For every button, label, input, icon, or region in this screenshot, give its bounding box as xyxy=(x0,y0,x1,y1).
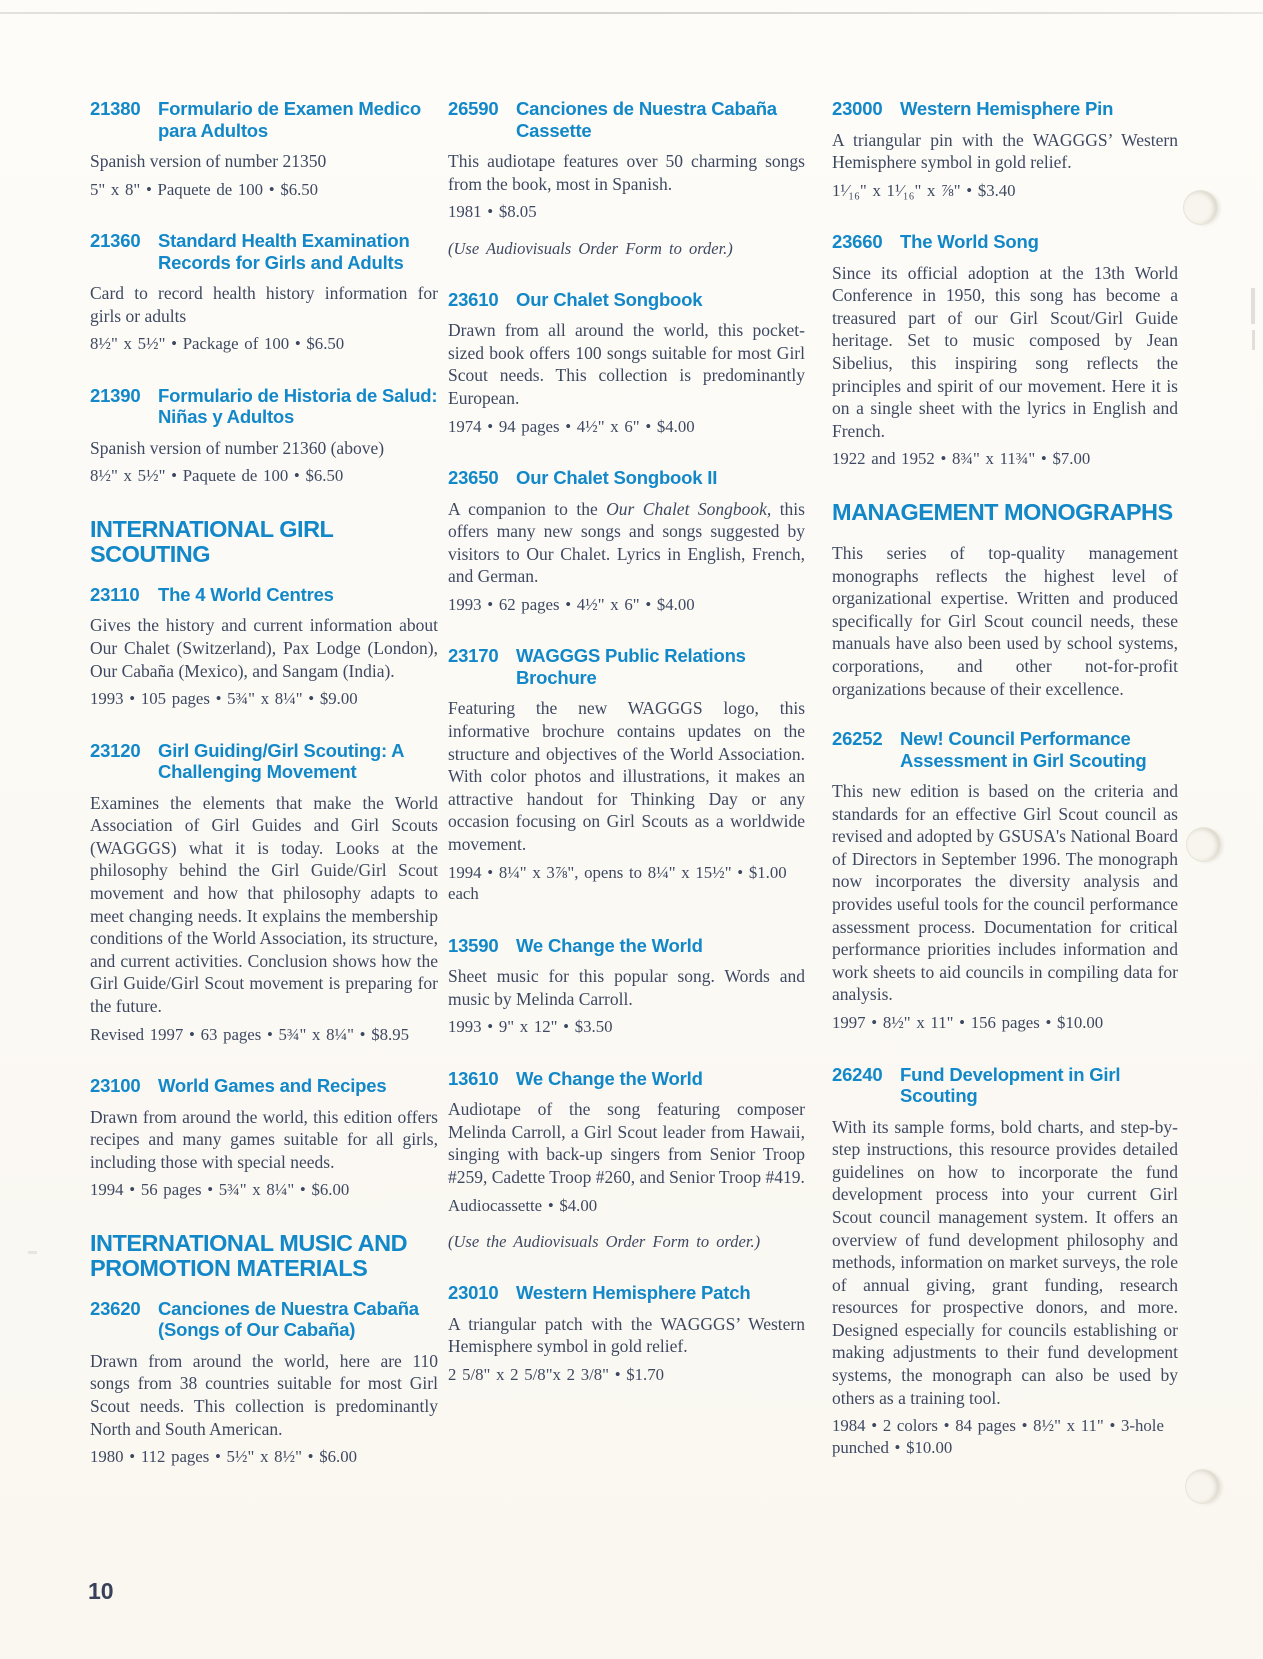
item-description: Spanish version of number 21360 (above) xyxy=(90,437,385,458)
item-heading xyxy=(448,289,805,311)
catalog-item-13590 xyxy=(448,935,805,1038)
item-number: 23010 xyxy=(448,1282,499,1304)
catalog-item-23000 xyxy=(832,98,1178,201)
scan-edge-mark xyxy=(1252,330,1255,350)
item-title: Our Chalet Songbook II xyxy=(516,467,718,489)
item-description: Audiotape of the song featuring composer Melinda Carroll, a Girl Scout leader from Hawaii, singing with back-up singers from Senior Troop #259, Cadette Troop #260, and Senior Troop #419. xyxy=(448,1099,805,1188)
item-specs: 8½" x 5½" • Paquete de 100 • $6.50 xyxy=(90,466,344,486)
item-specs: Audiocassette • $4.00 xyxy=(448,1195,598,1215)
item-title: Fund Development in Girl Scouting xyxy=(900,1063,1121,1107)
catalog-item-23170 xyxy=(448,645,805,904)
item-heading xyxy=(448,98,805,141)
scan-edge-mark xyxy=(1251,288,1255,324)
item-description: This audiotape features over 50 charming songs from the book, most in Spanish. xyxy=(448,151,805,194)
item-specs: 1994 • 8¼" x 3⅞", opens to 8¼" x 15½" • $1.00 each xyxy=(448,862,787,904)
item-description: Featuring the new WAGGGS logo, this informative brochure contains updates on the structure and objectives of the World Association. With color photos and illustrations, it makes an attractive handout for Thinking Day or any occasion focusing on Girl Scouts as a worldwide movement. xyxy=(448,698,805,854)
item-title: The World Song xyxy=(900,231,1039,253)
item-title: Our Chalet Songbook xyxy=(516,288,703,310)
scan-edge-mark xyxy=(28,1251,37,1254)
catalog-item-21360 xyxy=(90,230,438,355)
catalog-item-26240 xyxy=(832,1064,1178,1459)
item-heading xyxy=(832,231,1178,253)
item-description: Spanish version of number 21350 xyxy=(90,151,327,171)
item-specs: 1984 • 2 colors • 84 pages • 8½" x 11" • 3-hole punched • $10.00 xyxy=(832,1416,1164,1457)
catalog-item-23110 xyxy=(90,584,438,710)
item-specs: 1¹⁄₁₆" x 1¹⁄₁₆" x ⅞" • $3.40 xyxy=(832,180,1016,200)
item-specs: 1980 • 112 pages • 5½" x 8½" • $6.00 xyxy=(90,1447,358,1467)
column-2 xyxy=(448,98,805,1415)
order-form-note: (Use the Audiovisuals Order Form to order.) xyxy=(448,1232,761,1252)
item-specs: 1922 and 1952 • 8¾" x 11¾" • $7.00 xyxy=(832,449,1091,469)
item-title: New! Council Performance Assessment in Girl Scouting xyxy=(900,728,1147,771)
section-heading: INTERNATIONAL GIRL SCOUTING xyxy=(90,515,333,567)
item-title: Western Hemisphere Pin xyxy=(900,98,1114,119)
catalog-item-26252 xyxy=(832,728,1178,1033)
catalog-item-23660 xyxy=(832,231,1178,470)
item-heading xyxy=(832,728,1178,771)
item-description: Drawn from around the world, here are 110 songs from 38 countries suitable for most Girl Scout needs. This collection is predominantly North and South American. xyxy=(90,1350,438,1439)
item-heading xyxy=(90,584,438,606)
item-number: 26240 xyxy=(832,1063,883,1085)
item-number: 23620 xyxy=(90,1297,141,1319)
binder-hole xyxy=(1184,191,1217,224)
item-heading xyxy=(90,1075,438,1097)
item-title: Formulario de Historia de Salud: Niñas y Adultos xyxy=(158,384,438,428)
item-description: Drawn from all around the world, this pocket-sized book offers 100 songs suitable for most Girl Scout needs. This collection is predominantly European. xyxy=(448,320,805,408)
item-heading xyxy=(448,935,805,957)
item-description: Card to record health history information for girls or adults xyxy=(90,283,438,326)
item-description xyxy=(448,498,805,588)
item-heading xyxy=(448,1068,805,1090)
item-description: Drawn from around the world, this edition offers recipes and many games suitable for all girls, including those with special needs. xyxy=(90,1106,438,1172)
item-number: 13610 xyxy=(448,1067,499,1089)
item-number: 23120 xyxy=(90,739,141,761)
item-heading xyxy=(832,1064,1178,1107)
catalog-item-23650 xyxy=(448,467,805,615)
page-number: 10 xyxy=(88,1578,114,1604)
item-description: Examines the elements that make the World Association of Girl Guides and Girl Scouts (WAGGGS) what it is today. Looks at the philosophy behind the Girl Guide/Girl Scout movement and how that philosophy adapts to meet changing needs. It explains the membership conditions of the World Association, its structure, and current activities. Conclusion shows how the Girl Guide/Girl Scout movement is preparing for the future. xyxy=(90,792,438,1016)
item-heading xyxy=(448,1282,805,1304)
section-heading: MANAGEMENT MONOGRAPHS xyxy=(832,498,1173,525)
catalog-item-23610 xyxy=(448,289,805,437)
column-1 xyxy=(90,98,438,1498)
order-form-note: (Use Audiovisuals Order Form to order.) xyxy=(448,238,733,258)
item-number: 26252 xyxy=(832,728,883,750)
item-specs: 1981 • $8.05 xyxy=(448,202,537,222)
item-specs: 8½" x 5½" • Package of 100 • $6.50 xyxy=(90,334,345,354)
item-number: 21360 xyxy=(90,230,141,252)
item-number: 21390 xyxy=(90,384,141,406)
item-number: 23610 xyxy=(448,288,499,310)
item-number: 23170 xyxy=(448,645,499,667)
item-title: Canciones de Nuestra Cabaña Cassette xyxy=(516,98,777,141)
item-heading xyxy=(90,740,438,783)
item-title: Western Hemisphere Patch xyxy=(516,1282,751,1304)
item-specs: 1974 • 94 pages • 4½" x 6" • $4.00 xyxy=(448,416,695,436)
item-heading xyxy=(90,1298,438,1341)
item-description: Sheet music for this popular song. Words and music by Melinda Carroll. xyxy=(448,966,805,1009)
item-number: 21380 xyxy=(90,98,141,119)
item-number: 23100 xyxy=(90,1075,141,1097)
item-specs: 1993 • 105 pages • 5¾" x 8¼" • $9.00 xyxy=(90,689,358,709)
catalog-item-23620 xyxy=(90,1298,438,1468)
catalog-item-21390 xyxy=(90,385,438,487)
item-specs: Revised 1997 • 63 pages • 5¾" x 8¼" • $8.95 xyxy=(90,1024,409,1044)
catalog-item-23100 xyxy=(90,1075,438,1201)
section-intro: This series of top-quality management monographs reflects the highest level of organizational expertise. Written and produced specifically for Girl Scout council needs, these manuals have also been used by school systems, corporations, and other not-for-profit organizations because of their excellence. xyxy=(832,542,1178,699)
item-heading xyxy=(90,230,438,273)
item-title: World Games and Recipes xyxy=(158,1075,387,1097)
item-description: Since its official adoption at the 13th World Conference in 1950, this song has become a treasured part of our Girl Scout/Girl Guide heritage. Set to music composed by Jean Sibelius, this inspiring song reflects the principles and spirit of our movement. Here it is on a single sheet with the lyrics in English and French. xyxy=(832,262,1178,441)
item-specs: 5" x 8" • Paquete de 100 • $6.50 xyxy=(90,179,319,199)
item-title: Standard Health Examination Records for Girls and Adults xyxy=(158,230,410,273)
item-title: The 4 World Centres xyxy=(158,583,334,605)
section-heading: INTERNATIONAL MUSIC AND PROMOTION MATERIALS xyxy=(90,1229,408,1281)
catalog-item-23010 xyxy=(448,1282,805,1385)
item-specs: 1997 • 8½" x 11" • 156 pages • $10.00 xyxy=(832,1013,1104,1033)
catalog-item-21380 xyxy=(90,98,438,200)
item-title: Formulario de Examen Medico para Adultos xyxy=(158,98,421,141)
item-title: Canciones de Nuestra Cabaña (Songs of Our Cabaña) xyxy=(158,1297,419,1341)
item-heading xyxy=(448,645,805,688)
item-specs: 1994 • 56 pages • 5¾" x 8¼" • $6.00 xyxy=(90,1180,350,1200)
item-heading xyxy=(832,98,1178,120)
item-specs: 1993 • 62 pages • 4½" x 6" • $4.00 xyxy=(448,594,695,614)
item-number: 23110 xyxy=(90,583,140,605)
catalog-item-23120 xyxy=(90,740,438,1045)
item-title: Girl Guiding/Girl Scouting: A Challenging Movement xyxy=(158,739,404,783)
item-description-text: A companion to the xyxy=(448,498,607,519)
item-description: With its sample forms, bold charts, and step-by-step instructions, this resource provides detailed guidelines on how to incorporate the fund development process into your current Girl Scout council management system. It offers an overview of fund development philosophy and methods, information on market surveys, the role of annual giving, grant funding, research resources for prospective donors, and more. Designed especially for councils establishing or making adjustments to their fund development systems, the monograph can also be used by others as a training tool. xyxy=(832,1116,1178,1408)
item-heading xyxy=(448,467,805,489)
item-description: A triangular patch with the WAGGGS’ Western Hemisphere symbol in gold relief. xyxy=(448,1313,805,1357)
item-title: WAGGGS Public Relations Brochure xyxy=(516,645,746,688)
item-description-text: this offers many new songs and songs suggested by visitors to Our Chalet. Lyrics in English, French, and German. xyxy=(448,498,805,587)
item-specs: 1993 • 9" x 12" • $3.50 xyxy=(448,1017,613,1037)
item-title: We Change the World xyxy=(516,934,703,956)
item-number: 13590 xyxy=(448,934,499,956)
catalog-item-26590 xyxy=(448,98,805,259)
item-number: 23000 xyxy=(832,98,883,119)
item-description: This new edition is based on the criteria and standards for an effective Girl Scout council as revised and adopted by GSUSA's National Board of Directors in September 1996. The monograph now incorporates the diversity analysis and provides useful tools for the council performance assessment process. Documentation for critical performance priorities includes information and work sheets to aid councils in compiling data for analysis. xyxy=(832,781,1178,1005)
item-description: A triangular pin with the WAGGGS’ Western Hemisphere symbol in gold relief. xyxy=(832,129,1178,173)
item-number: 23650 xyxy=(448,467,499,489)
item-title: We Change the World xyxy=(516,1067,703,1089)
item-heading xyxy=(90,98,438,141)
item-description-italic: Our Chalet Songbook, xyxy=(606,498,772,519)
page-edge-line xyxy=(0,12,1263,14)
item-number: 26590 xyxy=(448,98,499,119)
item-description: Gives the history and current information about Our Chalet (Switzerland), Pax Lodge (London), Our Cabaña (Mexico), and Sangam (India). xyxy=(90,615,438,681)
item-specs: 2 5/8" x 2 5/8"x 2 3/8" • $1.70 xyxy=(448,1364,665,1384)
item-heading xyxy=(90,385,438,428)
catalog-item-13610 xyxy=(448,1068,805,1252)
binder-hole xyxy=(1186,1470,1219,1503)
binder-hole xyxy=(1187,828,1220,861)
column-3 xyxy=(832,98,1178,1488)
item-number: 23660 xyxy=(832,231,883,253)
